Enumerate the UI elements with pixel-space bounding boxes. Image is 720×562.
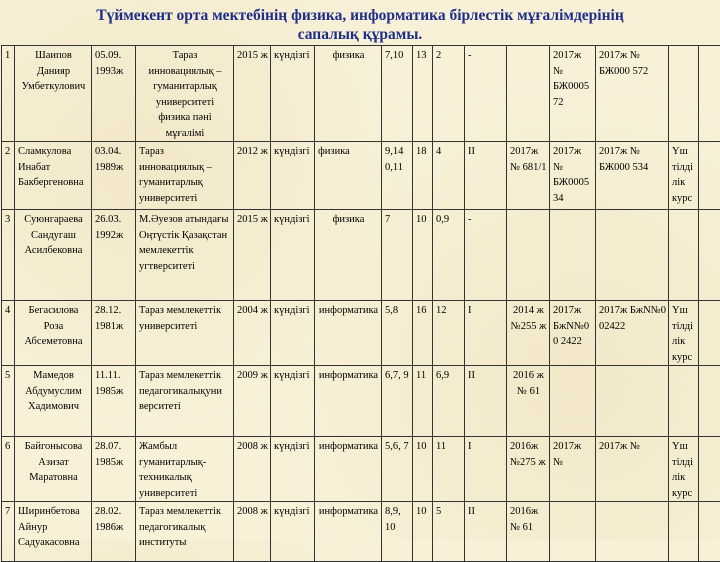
cell-name: Суюнгараева Сандугаш Асилбековна [15, 210, 92, 301]
cell-name: Сламкулова Инабат Бакбергеновна [15, 142, 92, 210]
page-title [0, 6, 720, 44]
cell-birth: 05.09. 1993ж [92, 46, 136, 142]
cell-birth: 28.02. 1986ж [92, 502, 136, 562]
cell-hours: 18 [413, 142, 433, 210]
cell-grades: 7 [382, 210, 413, 301]
cell-num: 7 [2, 502, 15, 562]
cell-study-form: күндізгі [271, 366, 315, 437]
cell-category: - [465, 46, 507, 142]
cell-course-3 [669, 366, 699, 437]
cell-course-2: 2017ж № БЖ000 572 [596, 46, 669, 142]
cell-course-2 [596, 210, 669, 301]
cell-num: 2 [2, 142, 15, 210]
cell-category: І [465, 437, 507, 502]
cell-attestation: 2017ж № 681/1 [507, 142, 550, 210]
cell-subject: информатика [315, 502, 382, 562]
cell-birth: 26.03. 1992ж [92, 210, 136, 301]
cell-experience: 0,9 [433, 210, 465, 301]
cell-category: ІІ [465, 502, 507, 562]
cell-course-1: 2017ж № БЖ0005 72 [550, 46, 596, 142]
cell-course-3: Үш тілділік курс [669, 437, 699, 502]
cell-education: Тараз инновациялық – гуманитарлық университеті [136, 142, 234, 210]
table-row [2, 46, 720, 142]
cell-hours: 10 [413, 210, 433, 301]
cell-course-3: Үш тілділік курс [669, 301, 699, 366]
cell-extra [699, 502, 720, 562]
cell-subject: физика [315, 142, 382, 210]
cell-num: 1 [2, 46, 15, 142]
cell-grades: 5,6, 7 [382, 437, 413, 502]
cell-grad-year: 2015 ж [234, 210, 271, 301]
cell-grades: 6,7, 9 [382, 366, 413, 437]
cell-extra [699, 366, 720, 437]
table-row [2, 366, 720, 437]
cell-hours: 16 [413, 301, 433, 366]
table-row [2, 301, 720, 366]
cell-name: Байгонысова Азизат Маратовна [15, 437, 92, 502]
cell-hours: 10 [413, 437, 433, 502]
cell-course-3: Үш тілділік курс [669, 142, 699, 210]
cell-category: - [465, 210, 507, 301]
cell-study-form: күндізгі [271, 46, 315, 142]
cell-study-form: күндізгі [271, 502, 315, 562]
cell-extra [699, 142, 720, 210]
cell-grades: 8,9, 10 [382, 502, 413, 562]
cell-birth: 28.07. 1985ж [92, 437, 136, 502]
cell-subject: информатика [315, 366, 382, 437]
cell-study-form: күндізгі [271, 301, 315, 366]
cell-extra [699, 301, 720, 366]
cell-course-2: 2017ж БжN№0 02422 [596, 301, 669, 366]
cell-grad-year: 2008 ж [234, 502, 271, 562]
cell-education: Тараз инновациялық – гуманитарлық университеті физика пәні мұғалімі [136, 46, 234, 142]
cell-education: Жамбыл гуманитарлық-техникалық университеті [136, 437, 234, 502]
cell-name: Шаипов Данияр Умбеткулович [15, 46, 92, 142]
cell-course-3 [669, 502, 699, 562]
cell-grades: 9,14 0,11 [382, 142, 413, 210]
cell-education: Тараз мемлекеттік педагогикалық институты [136, 502, 234, 562]
cell-category: ІІ [465, 142, 507, 210]
teachers-table [1, 45, 720, 562]
cell-name: Ширинбетова Айнур Садуакасовна [15, 502, 92, 562]
cell-num: 6 [2, 437, 15, 502]
cell-study-form: күндізгі [271, 142, 315, 210]
cell-hours: 10 [413, 502, 433, 562]
cell-subject: физика [315, 46, 382, 142]
cell-grad-year: 2008 ж [234, 437, 271, 502]
cell-grad-year: 2004 ж [234, 301, 271, 366]
cell-course-1 [550, 366, 596, 437]
cell-course-1 [550, 210, 596, 301]
cell-course-2: 2017ж № [596, 437, 669, 502]
cell-subject: информатика [315, 301, 382, 366]
cell-course-2: 2017ж № БЖ000 534 [596, 142, 669, 210]
table-row [2, 142, 720, 210]
cell-course-3 [669, 210, 699, 301]
cell-experience: 5 [433, 502, 465, 562]
cell-name: Бегасилова Роза Абсеметовна [15, 301, 92, 366]
cell-birth: 28.12. 1981ж [92, 301, 136, 366]
cell-course-2 [596, 502, 669, 562]
cell-attestation: 2016ж №275 ж [507, 437, 550, 502]
cell-num: 5 [2, 366, 15, 437]
cell-num: 3 [2, 210, 15, 301]
cell-course-3 [669, 46, 699, 142]
title-line-1: Түймекент орта мектебінің физика, информатика бірлестік мұғалімдерінің [0, 6, 720, 25]
cell-education: М.Әуезов атындағы Оңтүстік Қазақстан мемлекеттік угтверситеті [136, 210, 234, 301]
cell-grades: 5,8 [382, 301, 413, 366]
cell-attestation [507, 46, 550, 142]
cell-subject: информатика [315, 437, 382, 502]
cell-experience: 4 [433, 142, 465, 210]
cell-education: Тараз мемлекеттік университеті [136, 301, 234, 366]
cell-attestation [507, 210, 550, 301]
cell-course-1: 2017ж БжN№00 2422 [550, 301, 596, 366]
cell-attestation: 2016 ж № 61 [507, 366, 550, 437]
cell-extra [699, 46, 720, 142]
cell-grad-year: 2012 ж [234, 142, 271, 210]
cell-education: Тараз мемлекеттік педагогикалықуни верситеті [136, 366, 234, 437]
cell-extra [699, 437, 720, 502]
cell-course-1: 2017ж № [550, 437, 596, 502]
cell-extra [699, 210, 720, 301]
cell-birth: 03.04. 1989ж [92, 142, 136, 210]
cell-category: ІІ [465, 366, 507, 437]
table-row [2, 210, 720, 301]
cell-study-form: күндізгі [271, 210, 315, 301]
table-row [2, 502, 720, 562]
cell-attestation: 2016ж № 61 [507, 502, 550, 562]
cell-grad-year: 2009 ж [234, 366, 271, 437]
cell-name: Мамедов Абдумуслим Хадимович [15, 366, 92, 437]
cell-course-2 [596, 366, 669, 437]
cell-attestation: 2014 ж №255 ж [507, 301, 550, 366]
cell-experience: 6,9 [433, 366, 465, 437]
cell-hours: 13 [413, 46, 433, 142]
cell-experience: 12 [433, 301, 465, 366]
cell-category: І [465, 301, 507, 366]
cell-birth: 11.11. 1985ж [92, 366, 136, 437]
cell-hours: 11 [413, 366, 433, 437]
cell-num: 4 [2, 301, 15, 366]
cell-experience: 2 [433, 46, 465, 142]
cell-course-1: 2017ж № БЖ0005 34 [550, 142, 596, 210]
cell-grad-year: 2015 ж [234, 46, 271, 142]
title-line-2: сапалық құрамы. [0, 25, 720, 44]
table-row [2, 437, 720, 502]
cell-course-1 [550, 502, 596, 562]
cell-subject: физика [315, 210, 382, 301]
cell-experience: 11 [433, 437, 465, 502]
cell-grades: 7,10 [382, 46, 413, 142]
cell-study-form: күндізгі [271, 437, 315, 502]
